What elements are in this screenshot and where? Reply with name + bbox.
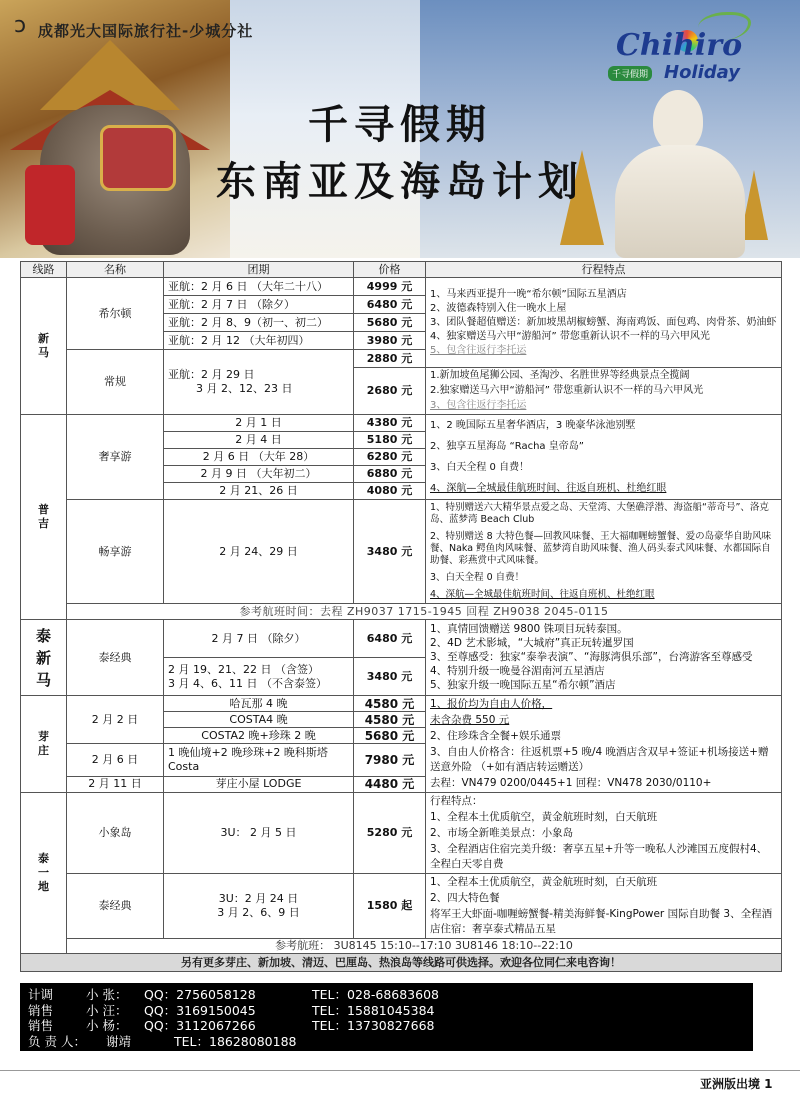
contact-qq: QQ：2756058128 [144,987,256,1002]
hotel-cell: 1 晚仙境+2 晚珍珠+2 晚科斯塔 Costa [164,744,354,776]
header-price: 价格 [354,262,426,278]
date-cell [164,658,354,696]
contact-name: 小 汪： [86,1002,128,1018]
product-hilton: 希尔顿 [67,278,164,350]
contact-name: 谢靖 [106,1033,132,1049]
feature-line: 3、白天全程 0 自费！ [430,572,525,583]
date-cell [164,874,354,939]
feature-line: 1、报价均为自由人价格， [430,698,553,710]
date-cell: 2 月 6 日 （大年 28） [164,449,354,466]
logo-badge: 千寻假期 [608,66,652,81]
price-cell: 4080 元 [354,483,426,500]
date-cell: 2 月 1 日 [164,415,354,432]
table-row [21,620,782,658]
feature-line: 2.独家赠送马六甲“游船河” 带您重新认识不一样的马六甲风光 [430,385,704,396]
feature-line: 去程：VN479 0200/0445+1 回程：VN478 2030/0110+ [430,777,712,789]
feature-line: 1、真情回馈赠送 9800 铢项目玩转泰国。 [430,623,628,635]
price-cell: 6280 元 [354,449,426,466]
product-thai-classic-2: 泰经典 [67,874,164,939]
date-cell: 亚航：2 月 8、9（初一、初二） [164,314,354,332]
feature-line: 4、深航—全城最佳航班时间、往返自班机、杜绝红眼 [430,589,655,600]
date-cell: 亚航：2 月 12 （大年初四） [164,332,354,350]
date-cell: 亚航：2 月 6 日 （大年二十八） [164,278,354,296]
price-cell: 2880 元 [354,350,426,368]
feature-line: 1、2 晚国际五星奢华酒店，3 晚豪华泳池别墅 [430,420,636,431]
feature-line: 2、住珍珠含全餐+娱乐通票 [430,730,561,742]
date-line: 3 月 2、12、23 日 [196,382,293,395]
hotel-cell: COSTA2 晚+珍珠 2 晚 [164,728,354,744]
price-cell: 3480 元 [354,658,426,696]
date-line: 亚航：2 月 29 日 [168,368,255,381]
date-cell: 2 月 4 日 [164,432,354,449]
contact-name: 小 杨： [86,1018,128,1033]
contact-role: 负 责 人： [28,1033,86,1049]
date-cell: 亚航：2 月 7 日 （除夕） [164,296,354,314]
date-cell: 2 月 24、29 日 [164,500,354,604]
feature-line: 2、4D 艺术影城，“大城府”真正玩转暹罗国 [430,637,634,649]
route-xinma: 新 马 [21,278,67,415]
contact-tel: TEL：028-68683608 [312,987,439,1002]
date-line: 3U：2 月 24 日 [218,892,299,905]
features-hilton [426,278,782,368]
footer-divider [0,1070,800,1071]
product-koh-chang: 小象岛 [67,793,164,874]
feature-line: 3、团队餐超值赠送：新加坡黑胡椒螃蟹、海南鸡饭、面包鸡、肉骨茶、奶油虾 [430,317,777,328]
nha-trang-date-feb6: 2 月 6 日 [67,744,164,776]
agency-logo-icon: ↄ [14,13,27,38]
price-cell: 4580 元 [354,712,426,728]
price-cell: 4580 元 [354,696,426,712]
route-thai-xinma: 泰 新 马 [21,620,67,696]
feature-line: 3、自由人价格含：往返机票+5 晚/4 晚酒店含双早+签证+机场接送+赠送意外险 （+如有酒店转运赠送） [430,746,769,773]
feature-line: 4、特别升级一晚曼谷湄南河五星酒店 [430,665,605,677]
feature-line: 3、白天全程 0 自费！ [430,462,530,473]
feature-line: 3、包含往返行李托运 [430,400,527,411]
phuket-flight-info: 参考航班时间：去程 ZH9037 1715-1945 回程 ZH9038 2045-0115 [67,604,782,620]
feature-line: 2、特别赠送 8 大特色餐—回教风味餐、王大福咖喱螃蟹餐、爱の岛豪华自助风味餐、Naka 鳄鱼肉风味餐、蓝梦湾自助风味餐、渔人码头泰式风味餐、水都国际自助餐、彩燕赏中式风味餐。 [430,531,772,566]
header-route: 线路 [21,262,67,278]
feature-line: 3、全程酒店住宿完美升级：奢享五星+升等一晚私人沙滩国五度假村4、全程白天零自费 [430,843,768,870]
date-line: 2 月 19、21、22 日 （含签） [168,662,319,676]
features-regular [426,368,782,415]
features-luxury [426,415,782,500]
table-row [21,278,782,296]
date-cell [164,350,354,415]
contact-box [20,983,753,1051]
route-thailand: 泰 一 地 [21,793,67,954]
contact-row [28,1018,745,1034]
feature-line: 未含杂费 550 元 [430,714,510,726]
table-row [21,696,782,712]
price-cell: 6880 元 [354,466,426,483]
feature-line: 2、四大特色餐 [430,892,500,904]
features-thai-xinma [426,620,782,696]
agency-name: 成都光大国际旅行社-少城分社 [38,22,254,40]
date-cell: 3U： 2 月 5 日 [164,793,354,874]
logo-holiday: Holiday [664,62,740,83]
hotel-cell: 哈瓦那 4 晚 [164,696,354,712]
price-cell: 6480 元 [354,296,426,314]
product-enjoy: 畅享游 [67,500,164,604]
price-cell: 4999 元 [354,278,426,296]
feature-line: 4、独家赠送马六甲“游船河” 带您重新认识不一样的马六甲风光 [430,331,710,342]
logo-word: Chihiro [616,28,743,63]
header-features: 行程特点 [426,262,782,278]
date-line: 3 月 2、6、9 日 [217,906,300,919]
price-cell: 1580 起 [354,874,426,939]
feature-line: 将军王大虾面-咖喱螃蟹餐-精美海鲜餐-KingPower 国际自助餐 3、全程酒店住宿：奢享泰式精品五星 [430,908,773,935]
price-cell: 6480 元 [354,620,426,658]
features-koh-chang [426,793,782,874]
nha-trang-date-feb2: 2 月 2 日 [67,696,164,744]
date-cell: 2 月 7 日 （除夕） [164,620,354,658]
feature-line: 1、全程本土优质航空，黄金航班时刻，白天航班 [430,811,658,823]
date-cell: 2 月 21、26 日 [164,483,354,500]
contact-tel: TEL：15881045384 [312,1002,435,1018]
table-row [21,939,782,954]
contact-row [28,987,745,1003]
feature-line: 3、至尊感受：独家“泰拳表演”、“海豚湾俱乐部”，台湾游客至尊感受 [430,651,753,663]
price-cell: 4480 元 [354,776,426,792]
feature-line: 4、深航—全城最佳航班时间、往返自班机、杜绝红眼 [430,483,667,494]
product-regular: 常规 [67,350,164,415]
price-cell: 5180 元 [354,432,426,449]
table-header-row [21,262,782,278]
page-footer: 亚洲版出境 1 [700,1077,773,1091]
page-title-line1: 千寻假期 [308,102,492,148]
contact-name: 小 张： [86,987,128,1002]
hotel-cell: COSTA4 晚 [164,712,354,728]
table-row [21,954,782,972]
itinerary-table [20,261,782,972]
header-date: 团期 [164,262,354,278]
more-routes-notice: 另有更多芽庄、新加坡、清迈、巴厘岛、热浪岛等线路可供选择。欢迎各位同仁来电咨询！ [21,954,782,972]
feature-line: 1、马来西亚提升一晚“希尔顿”国际五星酒店 [430,289,627,300]
features-thai-classic [426,874,782,939]
route-phuket: 普 吉 [21,415,67,620]
price-cell: 3480 元 [354,500,426,604]
table-row [21,500,782,604]
price-cell: 5280 元 [354,793,426,874]
features-enjoy [426,500,782,604]
contact-row [28,1003,745,1019]
contact-qq: QQ：3169150045 [144,1002,256,1018]
feature-line: 1.新加坡鱼尾狮公园、圣淘沙、名胜世界等经典景点全揽阔 [430,370,690,381]
route-nha-trang: 芽 庄 [21,696,67,793]
contact-role: 销售 [28,1018,54,1033]
price-cell: 3980 元 [354,332,426,350]
feature-line: 5、包含往返行李托运 [430,345,527,356]
feature-line: 1、全程本土优质航空，黄金航班时刻，白天航班 [430,876,658,888]
chihiro-holiday-logo [606,16,756,86]
date-cell: 2 月 9 日 （大年初二） [164,466,354,483]
contact-role: 销售 [28,1002,54,1018]
table-row [21,415,782,432]
contact-qq: QQ：3112067266 [144,1018,256,1033]
price-cell: 2680 元 [354,368,426,415]
hotel-cell: 芽庄小屋 LODGE [164,776,354,792]
feature-line: 5、独家升级一晚国际五星“希尔顿”酒店 [430,679,616,691]
price-cell: 4380 元 [354,415,426,432]
features-nha-trang [426,696,782,793]
feature-line: 行程特点： [430,795,483,807]
feature-line: 2、波德森特别入住一晚水上屋 [430,303,567,314]
table-row [21,793,782,874]
page-title-line2: 东南亚及海岛计划 [216,159,584,205]
nha-trang-date-feb11: 2 月 11 日 [67,776,164,792]
price-cell: 5680 元 [354,314,426,332]
contact-tel: TEL：18628080188 [174,1033,297,1049]
header-banner [0,0,800,258]
product-luxury: 奢享游 [67,415,164,500]
table-row [21,874,782,939]
header-name: 名称 [67,262,164,278]
thailand-flight-info: 参考航班： 3U8145 15:10--17:10 3U8146 18:10--22:10 [67,939,782,954]
product-thai-classic: 泰经典 [67,620,164,696]
contact-tel: TEL：13730827668 [312,1018,435,1033]
price-cell: 7980 元 [354,744,426,776]
contact-role: 计调 [28,987,54,1002]
price-cell: 5680 元 [354,728,426,744]
feature-line: 1、特别赠送六大精华景点爱之岛、天堂湾、大堡礁浮潜、海盗船“蒂奇号”、洛克岛、蓝梦湾 Beach Club [430,502,769,525]
table-row [21,604,782,620]
contact-row [28,1034,745,1050]
feature-line: 2、独享五星海岛 “Racha 皇帝岛” [430,441,584,452]
date-line: 3 月 4、6、11 日 （不含泰签） [168,676,327,690]
feature-line: 2、市场全新唯美景点：小象岛 [430,827,574,839]
